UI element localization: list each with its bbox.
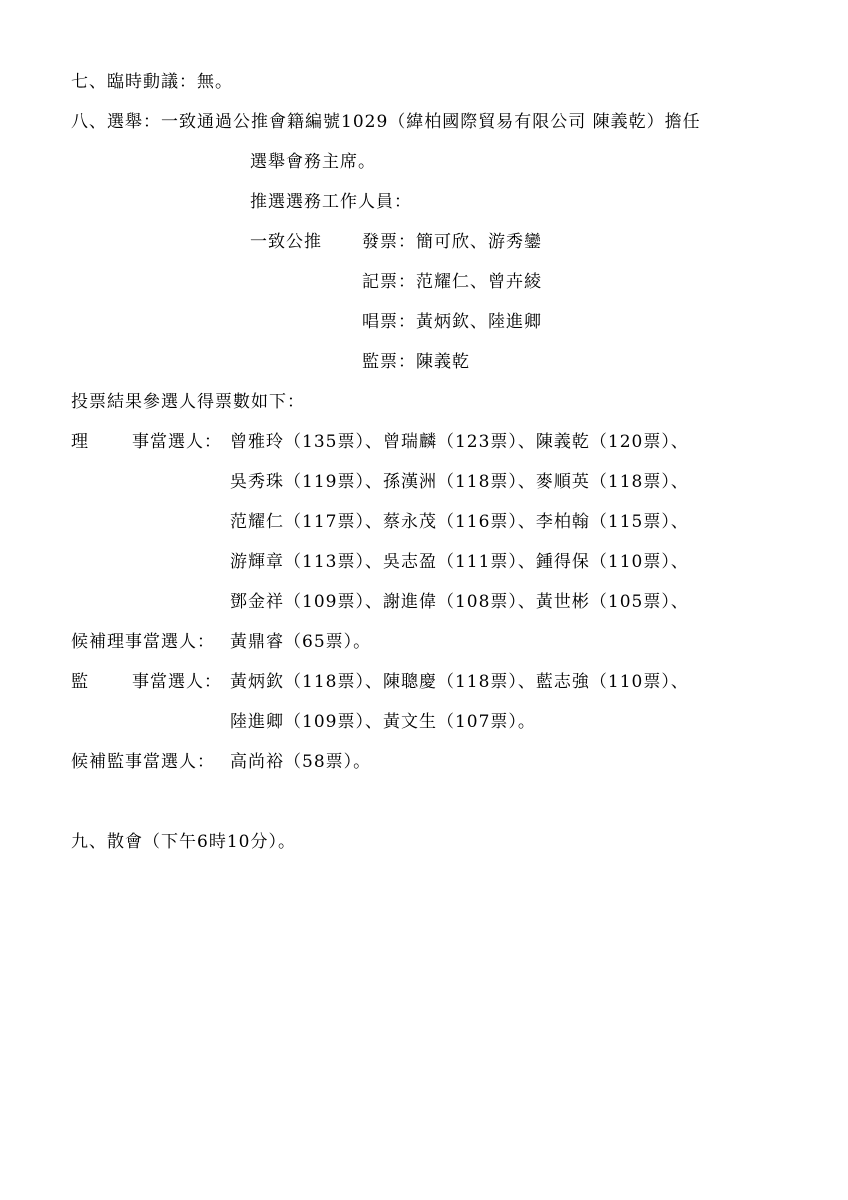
staff-ballot-issuers: 發票：簡可欣、游秀鑾 bbox=[362, 232, 542, 252]
directors-label-first: 理 bbox=[71, 432, 89, 452]
supervisors-row: 陸進卿（109票）、黃文生（107票）。 bbox=[230, 712, 536, 732]
supervisors-label-rest: 事當選人： bbox=[132, 672, 222, 692]
directors-row: 范耀仁（117票）、蔡永茂（116票）、李柏翰（115票）、 bbox=[230, 512, 689, 532]
item-9-adjournment: 九、散會（下午6時10分）。 bbox=[71, 832, 296, 852]
alt-directors-label: 候補理事當選人： bbox=[71, 632, 215, 652]
directors-row: 吳秀珠（119票）、孫漢洲（118票）、麥順英（118票）、 bbox=[230, 472, 689, 492]
staff-vote-recorders: 記票：范耀仁、曾卉綾 bbox=[362, 272, 542, 292]
directors-label-rest: 事當選人： bbox=[132, 432, 222, 452]
item-7-extempore-motions: 七、臨時動議：無。 bbox=[71, 72, 233, 92]
staff-vote-monitor: 監票：陳義乾 bbox=[362, 352, 470, 372]
supervisors-label-first: 監 bbox=[71, 672, 89, 692]
directors-row: 鄧金祥（109票）、謝進偉（108票）、黃世彬（105票）、 bbox=[230, 592, 689, 612]
alt-supervisors-label: 候補監事當選人： bbox=[71, 752, 215, 772]
staff-method: 一致公推 bbox=[250, 232, 322, 252]
item-8-election-line2: 選舉會務主席。 bbox=[250, 152, 376, 172]
item-8-election-line1: 八、選舉：一致通過公推會籍編號1029（緯柏國際貿易有限公司 陳義乾）擔任 bbox=[71, 112, 701, 132]
directors-row: 游輝章（113票）、吳志盈（111票）、鍾得保（110票）、 bbox=[230, 552, 689, 572]
alt-directors-value: 黃鼎睿（65票）。 bbox=[230, 632, 372, 652]
alt-supervisors-value: 高尚裕（58票）。 bbox=[230, 752, 372, 772]
results-heading: 投票結果參選人得票數如下： bbox=[71, 392, 305, 412]
staff-vote-callers: 唱票：黃炳欽、陸進卿 bbox=[362, 312, 542, 332]
directors-row: 曾雅玲（135票）、曾瑞麟（123票）、陳義乾（120票）、 bbox=[230, 432, 689, 452]
supervisors-row: 黃炳欽（118票）、陳聰慶（118票）、藍志強（110票）、 bbox=[230, 672, 689, 692]
staff-heading: 推選選務工作人員： bbox=[250, 192, 412, 212]
